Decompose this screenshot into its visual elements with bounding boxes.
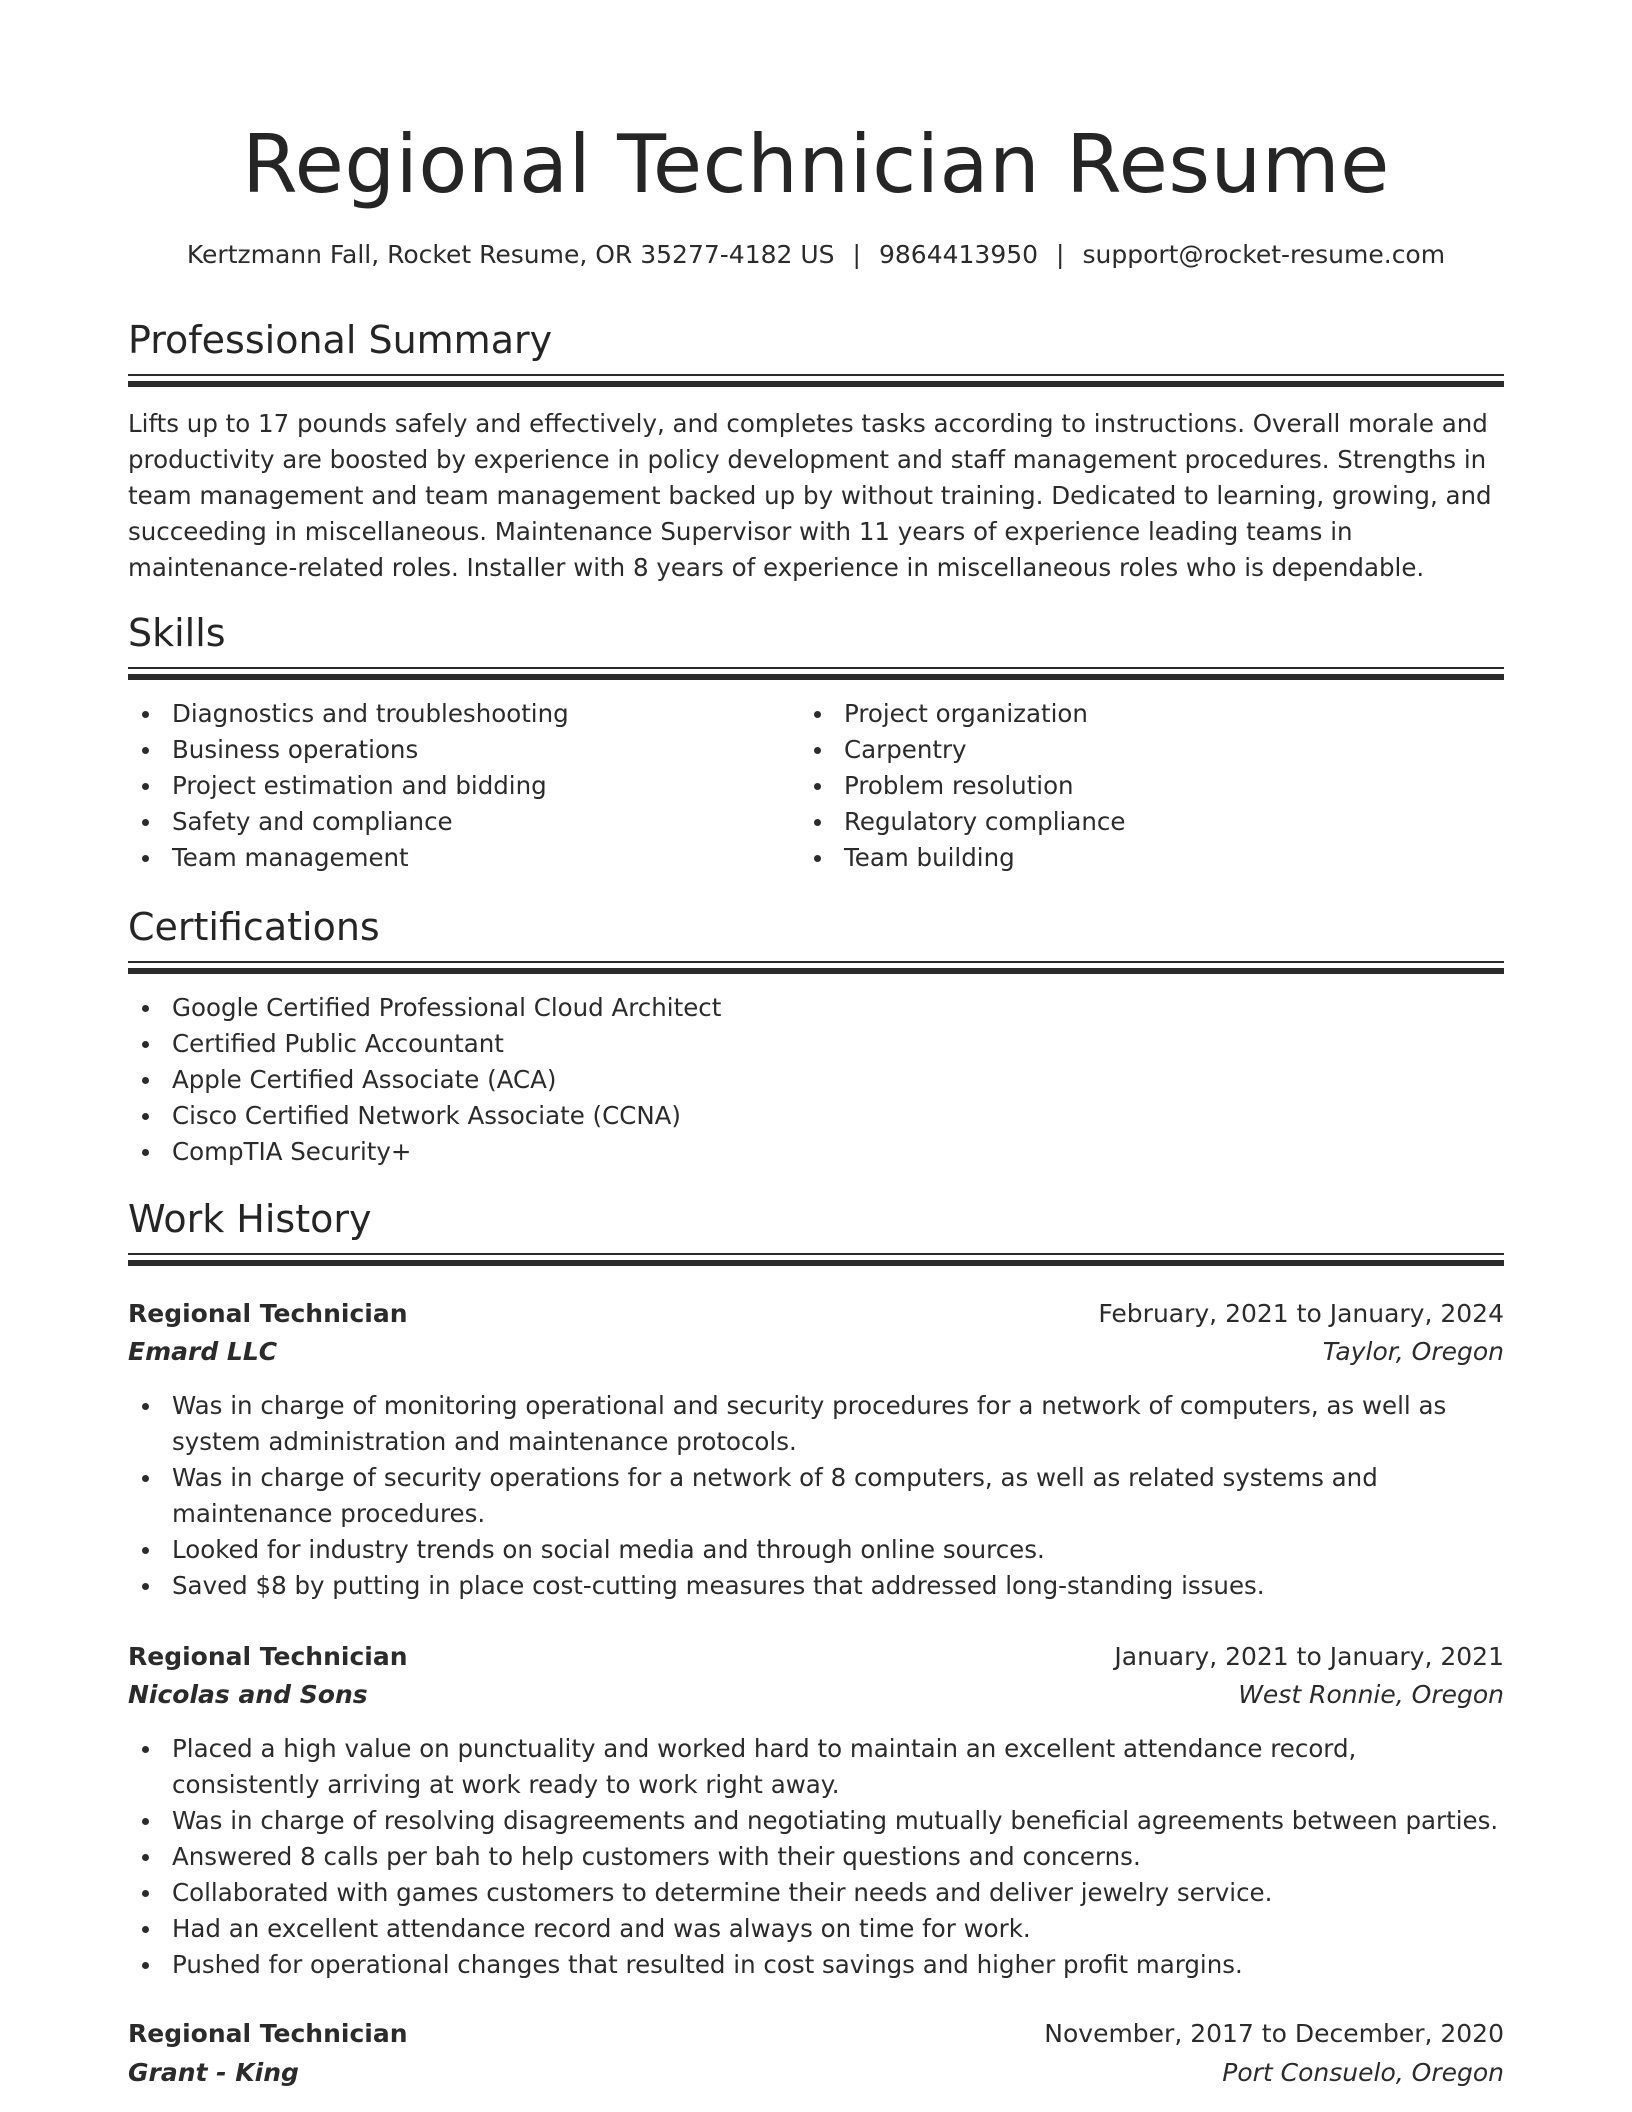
job-company: Grant - King [128, 2058, 299, 2087]
job-bullet: Saved $8 by putting in place cost-cutting measures that addressed long-standing issues. [128, 1568, 1504, 1604]
page-title: Regional Technician Resume [242, 118, 1390, 211]
job-bullet: Was in charge of monitoring operational and security procedures for a network of computers, as well as system administration and maintenance protocols. [128, 1388, 1504, 1460]
certification-item: Apple Certified Associate (ACA) [128, 1062, 1504, 1098]
certifications-list [128, 990, 1504, 1170]
job-bullet: Was in charge of resolving disagreements and negotiating mutually beneficial agreements between parties. [128, 1803, 1504, 1839]
job-bullets [128, 1388, 1504, 1604]
contact-email: support@rocket-resume.com [1082, 240, 1446, 269]
job-title: Regional Technician [128, 2019, 408, 2048]
certification-item: Cisco Certified Network Associate (CCNA) [128, 1098, 1504, 1134]
skill-item: Safety and compliance [128, 804, 788, 840]
contact-phone: 9864413950 [878, 240, 1039, 269]
job-title: Regional Technician [128, 1642, 408, 1671]
job-bullet: Had an excellent attendance record and was always on time for work. [128, 1911, 1504, 1947]
skill-item: Business operations [128, 732, 788, 768]
certification-item: Google Certified Professional Cloud Architect [128, 990, 1504, 1026]
job-bullets [128, 1731, 1504, 1983]
job-dates: January, 2021 to January, 2021 [1114, 1642, 1504, 1671]
skills-list-left [128, 696, 788, 876]
certification-item: CompTIA Security+ [128, 1134, 1504, 1170]
job-bullet: Placed a high value on punctuality and worked hard to maintain an excellent attendance record, consistently arriving at work ready to work right away. [128, 1731, 1504, 1803]
summary-text: Lifts up to 17 pounds safely and effectively, and completes tasks according to instructions. Overall morale and productivity are boosted by experience in policy development and staff management procedures. Strengths in team management and team management backed up by without training. Dedicated to learning, growing, and succeeding in miscellaneous. Maintenance Supervisor with 11 years of experience leading teams in maintenance-related roles. Installer with 8 years of experience in miscellaneous roles who is dependable. [128, 409, 1492, 582]
job-dates: November, 2017 to December, 2020 [1044, 2019, 1504, 2048]
skill-item: Carpentry [800, 732, 1460, 768]
job-company: Nicolas and Sons [128, 1680, 368, 1709]
job-bullet: Was in charge of security operations for a network of 8 computers, as well as related systems and maintenance procedures. [128, 1460, 1504, 1532]
section-divider [128, 1253, 1504, 1266]
job-bullet: Answered 8 calls per bah to help customers with their questions and concerns. [128, 1839, 1504, 1875]
certification-item: Certified Public Accountant [128, 1026, 1504, 1062]
section-heading-skills: Skills [128, 611, 226, 655]
job-location: Taylor, Oregon [1322, 1337, 1504, 1366]
contact-separator: | [1056, 240, 1065, 269]
section-heading-certifications: Certifications [128, 905, 380, 949]
skill-item: Problem resolution [800, 768, 1460, 804]
skill-item: Regulatory compliance [800, 804, 1460, 840]
skill-item: Diagnostics and troubleshooting [128, 696, 788, 732]
skill-item: Team building [800, 840, 1460, 876]
job-title: Regional Technician [128, 1299, 408, 1328]
job-bullet: Pushed for operational changes that resulted in cost savings and higher profit margins. [128, 1947, 1504, 1983]
skill-item: Team management [128, 840, 788, 876]
contact-address: Kertzmann Fall, Rocket Resume, OR 35277-4182 US [186, 240, 835, 269]
contact-line [0, 240, 1632, 269]
job-location: Port Consuelo, Oregon [1222, 2058, 1504, 2087]
job-bullet: Collaborated with games customers to determine their needs and deliver jewelry service. [128, 1875, 1504, 1911]
skill-item: Project organization [800, 696, 1460, 732]
section-heading-work-history: Work History [128, 1197, 372, 1241]
job-bullet: Looked for industry trends on social media and through online sources. [128, 1532, 1504, 1568]
job-company: Emard LLC [128, 1337, 278, 1366]
section-divider [128, 961, 1504, 974]
job-location: West Ronnie, Oregon [1238, 1680, 1504, 1709]
skill-item: Project estimation and bidding [128, 768, 788, 804]
section-heading-summary: Professional Summary [128, 318, 553, 362]
skills-list-right [800, 696, 1460, 876]
section-divider [128, 374, 1504, 387]
section-divider [128, 667, 1504, 680]
job-dates: February, 2021 to January, 2024 [1098, 1299, 1504, 1328]
contact-separator: | [852, 240, 861, 269]
